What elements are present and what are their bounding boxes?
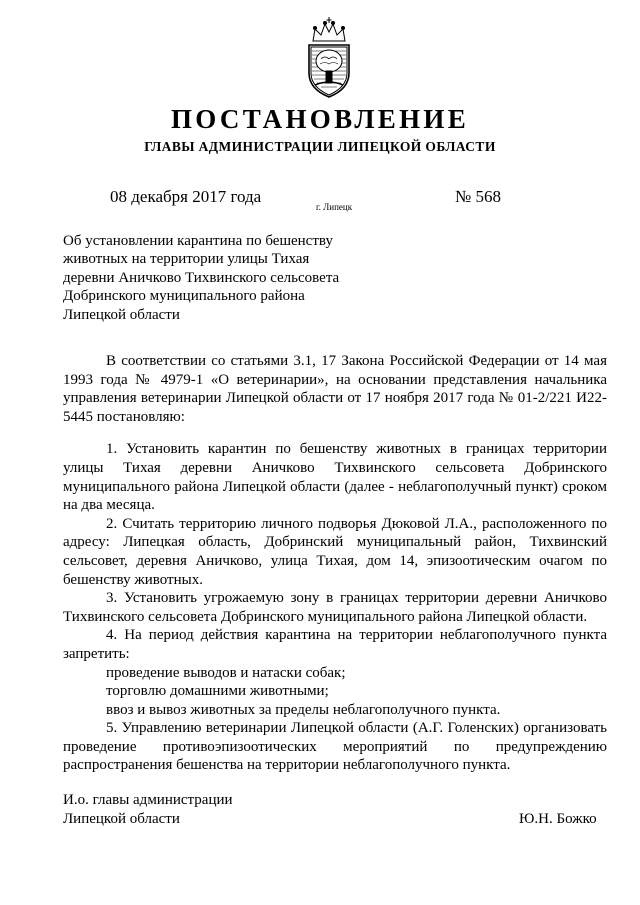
clause-5: 5. Управлению ветеринарии Липецкой области (А.Г. Голенских) организовать проведение противоэпизоотических мероприятий по предупреждению распространения бешенства на территории неблагополучного пункта. [63, 720, 607, 774]
document-date: 08 декабря 2017 года [110, 187, 262, 206]
clause-4: 4. На период действия карантина на территории неблагополучного пункта запретить: [63, 627, 607, 662]
signatory-position-line: И.о. главы администрации [63, 792, 233, 808]
clause-4-item: ввоз и вывоз животных за пределы неблагополучного пункта. [106, 701, 501, 718]
clause-4-item: торговлю домашними животными; [106, 683, 329, 700]
document-subject [63, 232, 363, 324]
clause-2: 2. Считать территорию личного подворья Дюковой Л.А., расположенного по адресу: Липецкая область, Добринский муниципальный район, Тихвинский сельсовет, деревня Аничково, улица Тихая, дом 14, эпизоотическим очагом по бешенству животных. [63, 515, 607, 588]
preamble-paragraph: В соответствии со статьями 3.1, 17 Закона Российской Федерации от 14 мая 1993 года № 4979-1 «О ветеринарии», на основании представления начальника управления ветеринарии Липецкой области от 17 ноября 2017 года № 01-2/221 И22-5445 постановляю: [63, 353, 607, 425]
document-city: г. Липецк [316, 202, 353, 212]
issuing-authority: ГЛАВЫ АДМИНИСТРАЦИИ ЛИПЕЦКОЙ ОБЛАСТИ [144, 139, 496, 154]
signatory-position-line: Липецкой области [63, 811, 180, 827]
clause-1: 1. Установить карантин по бешенству животных в границах территории улицы Тихая деревни Аничково Тихвинского сельсовета Добринского муниципального района Липецкой области (далее - неблагополучный пункт) сроком на два месяца. [63, 441, 607, 514]
coat-of-arms-emblem [299, 17, 359, 101]
document-body [63, 352, 607, 775]
subject-line: животных на территории улицы Тихая [63, 251, 310, 268]
clause-4-item: проведение выводов и натаски собак; [106, 664, 346, 681]
subject-line: Липецкой области [63, 306, 180, 323]
subject-line: Об установлении карантина по бешенству [63, 233, 333, 249]
subject-line: деревни Аничково Тихвинского сельсовета [63, 269, 340, 286]
document-number: № 568 [455, 187, 501, 206]
signatory-position [63, 791, 233, 829]
subject-line: Добринского муниципального района [63, 288, 305, 305]
signatory-name: Ю.Н. Божко [519, 811, 597, 827]
document-title: ПОСТАНОВЛЕНИЕ [170, 104, 469, 134]
clause-3: 3. Установить угрожаемую зону в границах территории деревни Аничково Тихвинского сельсовета Добринского муниципального района Липецкой области. [63, 590, 607, 625]
